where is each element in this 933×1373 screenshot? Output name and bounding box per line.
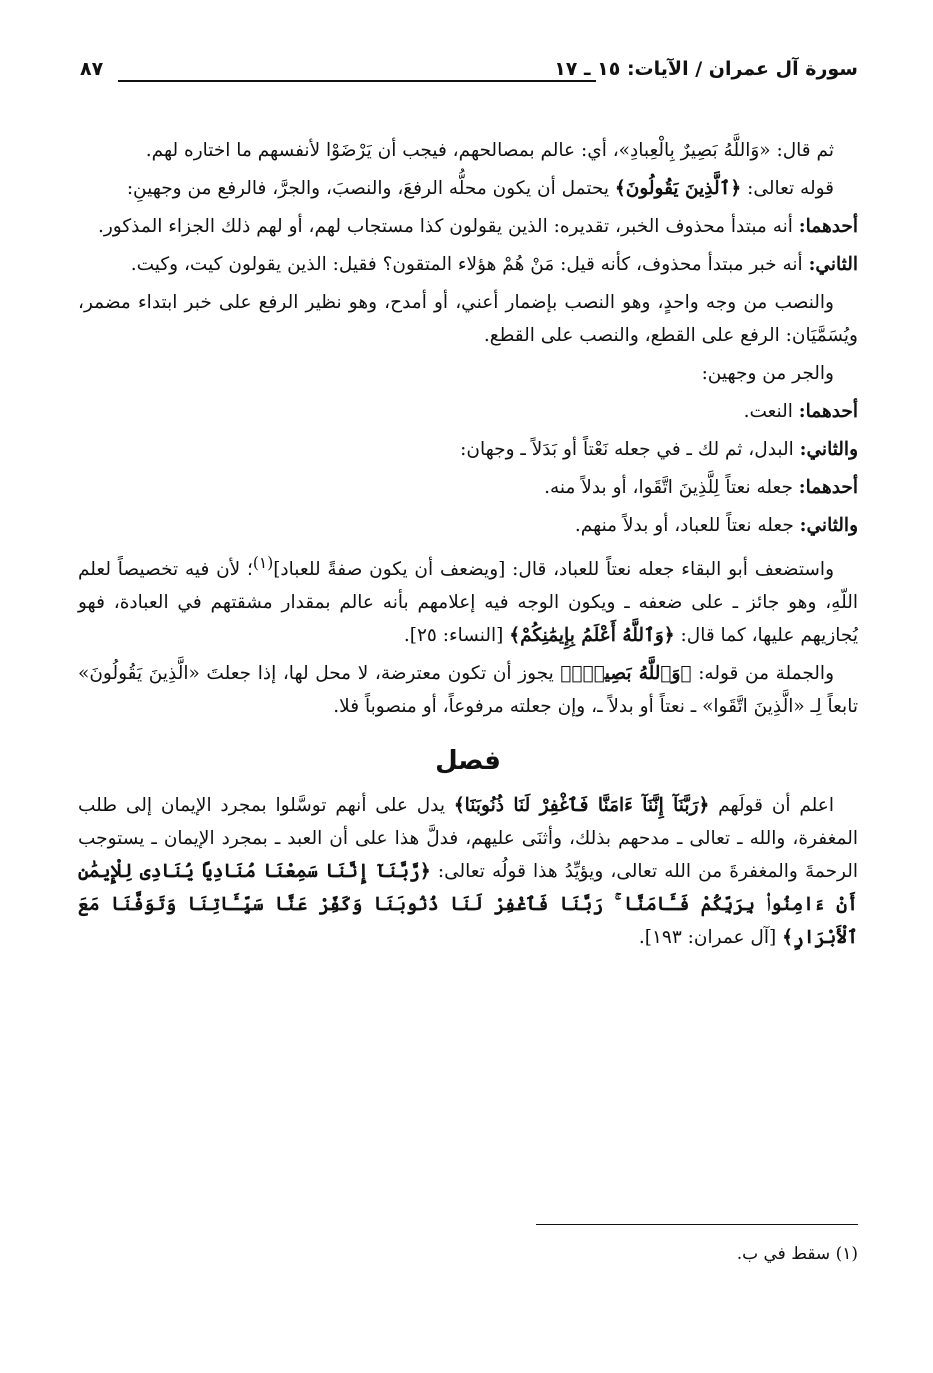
footnote-reference[interactable]: (١) [252,554,274,572]
paragraph-12: والجملة من قوله: ﴿وَٱللَّهُ بَصِيرٌۢ﴾ يجوز أن تكون معترضة، لا محل لها، إذا جعلتَ «الَّذِينَ يَقُولُونَ» تابعاً لِـ «الَّذِينَ اتَّقَوا» ـ نعتاً أو بدلاً ـ، وإن جعلته مرفوعاً، أو منصوباً فلا. [78,663,858,718]
paragraph-7: أحدهما: النعت. [743,401,858,422]
paragraph-13: اعلم أن قولَهم ﴿رَبَّنَآ إِنَّنَآ ءَامَنَّا فَٱغْفِرْ لَنَا ذُنُوبَنَا﴾ يدل على أنهم توسَّلوا بمجرد الإيمان إلى طلب المغفرة، والله ـ تعالى ـ مدحهم بذلك، وأثنَى عليهم، فدلَّ هذا على أن العبد ـ بمجرد الإيمان ـ يستوجب الرحمةَ والمغفرةَ من الله تعالى، ويؤيِّدُ هذا قولُه تعالى: ﴿رَّبَّنَآ إِنَّنَا سَمِعْنَا مُنَادِيًا يُنَادِى لِلْإِيمَٰنِ أَنْ ءَامِنُوا۟ بِرَبِّكُمْ فَـَٔامَنَّا ۚ رَبَّنَا فَٱغْفِرْ لَنَا ذُنُوبَنَا وَكَفِّرْ عَنَّا سَيِّـَٔاتِنَا وَتَوَفَّنَا مَعَ ٱلْأَبْرَارِ﴾ [آل عمران: ١٩٣]. [78,795,858,949]
term-label: أحدهما: [798,477,858,498]
paragraph-6: والجر من وجهين: [701,363,834,384]
quran-verse: ﴿وَٱللَّهُ أَعْلَمُ بِإِيمَٰنِكُمْ﴾ [509,625,675,647]
page-number: ٨٧ [80,58,104,80]
paragraph-10: والثاني: جعله نعتاً للعباد، أو بدلاً منهم. [574,515,858,536]
paragraph-8: والثاني: البدل، ثم لك ـ في جعله نَعْتاً أو بَدَلاً ـ وجهان: [460,439,858,460]
quran-verse: ﴿رَبَّنَآ إِنَّنَآ ءَامَنَّا فَٱغْفِرْ لَنَا ذُنُوبَنَا﴾ [453,795,710,817]
header-rule [118,80,596,82]
paragraph-5: والنصب من وجه واحدٍ، وهو النصب بإضمار أعني، أو أمدح، وهو نظير الرفع على خبر ابتداء مضمر، ويُسَمَّيَان: الرفع على القطع، والنصب على القطع. [78,292,858,346]
footnote: (١) سقط في ب. [736,1244,858,1264]
page-header [78,52,858,94]
term-label: الثاني: [808,254,858,275]
paragraph-1: ثم قال: «وَاللَّهُ بَصِيرٌ بِالْعِبادِ»، أي: عالم بمصالحهم، فيجب أن يَرْضَوْا لأنفسهم ما اختاره لهم. [145,140,834,161]
quran-verse: ﴿وَٱللَّهُ بَصِيرٌۢ﴾ [560,663,692,685]
quran-verse: ﴿ٱلَّذِينَ يَقُولُونَ﴾ [614,178,742,199]
term-label: والثاني: [799,515,858,536]
paragraph-11: واستضعف أبو البقاء جعله نعتاً للعباد، قال: [ويضعف أن يكون صفةً للعباد]$^{(١)}$؛ لأن فيه تخصيصاً لعلم اللّهِ، وهو جائز ـ على ضعفه ـ ويكون الوجه فيه إعلامهم بأنه عالم بمقدار مشقتهم في العبادة، فهو يُجازيهم عليها، كما قال: ﴿وَٱللَّهُ أَعْلَمُ بِإِيمَٰنِكُمْ﴾ [النساء: ٢٥]. [78,554,858,647]
paragraph-9: أحدهما: جعله نعتاً لِلَّذِينَ اتَّقَوا، أو بدلاً منه. [544,477,858,498]
term-label: أحدهما: [798,401,858,422]
term-label: والثاني: [799,439,858,460]
section-heading: فصل [435,746,501,777]
document-page [78,52,858,959]
paragraph-4: الثاني: أنه خبر مبتدأ محذوف، كأنه قيل: مَنْ هُمْ هؤلاء المتقون؟ فقيل: الذين يقولون كيت، وكيت. [130,254,858,275]
running-title: سورة آل عمران / الآيات: ١٥ ـ ١٧ [554,58,858,80]
page-body [78,134,858,954]
paragraph-2: قوله تعالى: ﴿ٱلَّذِينَ يَقُولُونَ﴾ يحتمل أن يكون محلُّه الرفعَ، والنصبَ، والجرَّ، فالرفع من وجهينِ: [126,178,834,199]
quran-verse: ﴿رَّبَّنَآ إِنَّنَا سَمِعْنَا مُنَادِيًا يُنَادِى لِلْإِيمَٰنِ أَنْ ءَامِنُوا۟ بِرَبِّكُمْ فَـَٔامَنَّا ۚ رَبَّنَا فَٱغْفِرْ لَنَا ذُنُوبَنَا وَكَفِّرْ عَنَّا سَيِّـَٔاتِنَا وَتَوَفَّنَا مَعَ ٱلْأَبْرَارِ﴾ [78,861,858,949]
footnote-rule [536,1224,858,1225]
paragraph-3: أحدهما: أنه مبتدأ محذوف الخبر، تقديره: الذين يقولون كذا مستجاب لهم، أو لهم ذلك الجزاء المذكور. [97,216,858,237]
term-label: أحدهما: [798,216,858,237]
